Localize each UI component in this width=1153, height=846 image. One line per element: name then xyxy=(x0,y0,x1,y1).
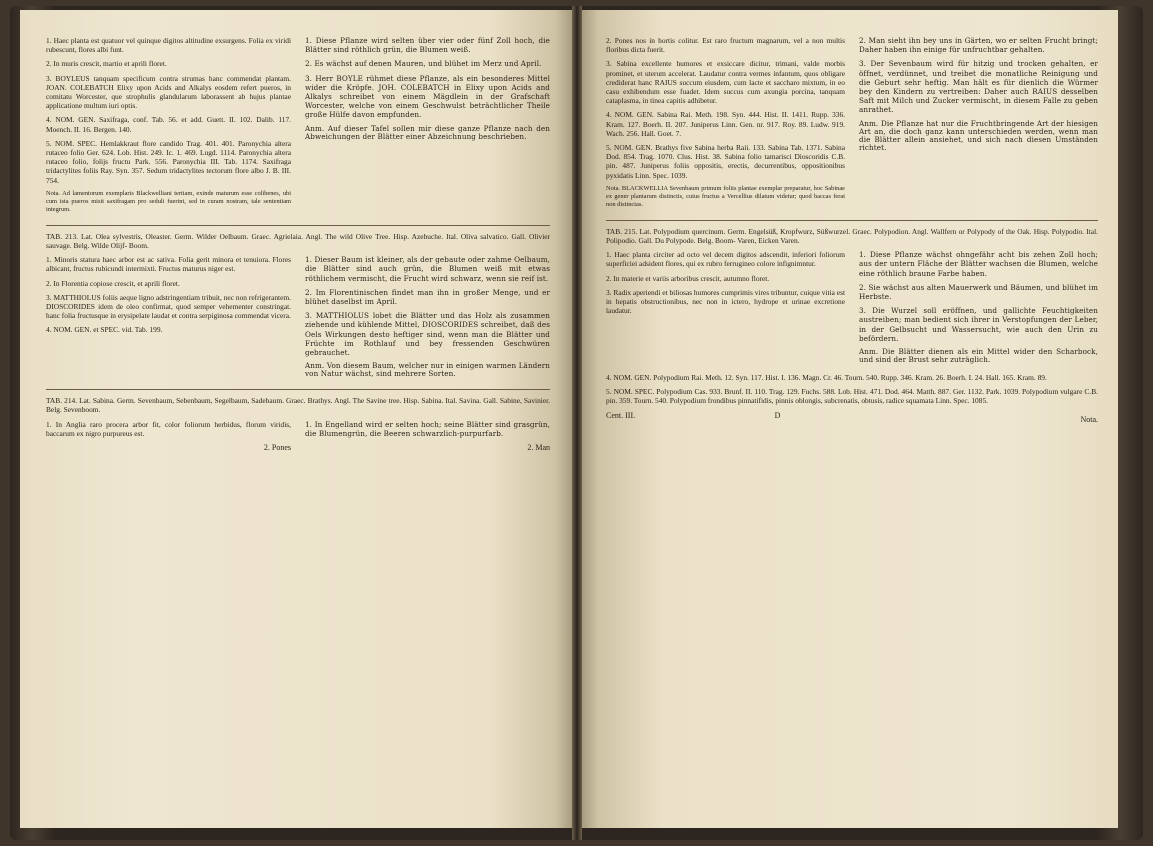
plate-heading-213: TAB. 213. Lat. Olea sylvestris, Oleaster. Germ. Wilder Oelbaum. Graec. Agrielaia. Angl. The wild Olive Tree. Hisp. Azebuche. Ital. Oliva salvatico. Gall. Olivier sauvage. Belg. Wilde Olijf- Boom. xyxy=(46,231,550,251)
paragraph: 2. In muris crescit, martio et aprili floret. xyxy=(46,59,167,69)
signature: Cent. III. xyxy=(606,410,636,420)
paragraph: 2. Man sieht ihn bey uns in Gärten, wo er selten Frucht bringt; Daher haben ihn einige für unfruchtbar gehalten. xyxy=(859,36,1098,55)
left-block3 xyxy=(46,420,550,452)
note: Anm. Die Blätter dienen als ein Mittel wider den Scharbock, und sind der Brust sehr zuträglich. xyxy=(859,347,1098,365)
paragraph: 1. In Anglia raro procera arbor fit, color foliorum herbidus, florum viridis, baccarum ex nigro purpureus est. xyxy=(46,419,291,438)
right-german-column xyxy=(859,250,1098,369)
paragraph: 2. In Florentia copiose crescit, et aprili floret. xyxy=(46,278,180,288)
paragraph: 3. Die Wurzel soll eröffnen, und gallichte Feuchtigkeiten austreiben; man bedient sich ihrer in Verstopfungen der Leber, in der Gelbsucht und Wassersucht, wie auch den Urin zu befördern. xyxy=(859,306,1098,343)
paragraph: 4. NOM. GEN. Sabina Rai. Meth. 198. Syn. 444. Hist. II. 1411. Rupp. 336. Kram. 127. Boerh. II. 207. Juniperus Linn. Gen. nr. 917. Roy. 89. Ludw. 919. Wach. 256. Hall. Goet. 7. xyxy=(606,110,845,138)
left-latin-column xyxy=(46,255,291,383)
note: Nota. Ad lamentorum exemplaris Blackwelliani tertiam, exinde maturum esse colibenes, ubi cum ista pueros misit saxifragam pro seduli fuerint, sed in curam nostram, tale sententiam integrum. xyxy=(46,189,291,213)
paragraph: 4. NOM. GEN. et SPEC. vid. Tab. 199. xyxy=(46,325,163,335)
right-block2 xyxy=(606,250,1098,369)
paragraph: 1. Diese Pflanze wächst ohngefähr acht bis zehen Zoll hoch; aus der untern Fläche der Blätter wachsen die Blumen, welche eine röthlich braune Farbe haben. xyxy=(859,250,1098,278)
left-block2 xyxy=(46,255,550,383)
paragraph: 1. Dieser Baum ist kleiner, als der gebaute oder zahme Oelbaum, die Blätter sind auch grün, die Blumen weiß mit etwas röthlichem vermischt, die Frucht wird schwarz, wenn sie reif ist. xyxy=(305,255,550,283)
paragraph: 1. In Engelland wird er selten hoch; seine Blätter sind grasgrün, die Blumengrün, die Beeren schwarzlich-purpurfarb. xyxy=(305,419,550,438)
left-german-column xyxy=(305,420,550,452)
paragraph: 3. Sabina excellente humores et exsiccare dicitur, trimani, valde morbis prominet, et uterum accelerat. Laudatur contra vermes infantum, quos obligare crediderat hanc RAIUS succum eiusdem, cum lacte et saccharo mixtum, in eo casu exhibendum esse fuadet. Idem succus cum axungia porcina, tanquam cataplasma, in tinea capitis adhibetur. xyxy=(606,59,845,106)
signature-mark: D xyxy=(774,410,781,420)
note: Anm. Die Pflanze hat nur die Fruchtbringende Art der hiesigen Art an, die doch ganz kann unterschieden werden, wenn man die Blätter allein ansiehet, und sich nach diesen Umständen richtet. xyxy=(859,118,1098,152)
paragraph: 5. NOM. GEN. Brathys five Sabina herba Raii. 133. Sabina Tab. 1371. Sabina Dod. 854. Trag. 1070. Clus. Hist. 38. Sabina folio tamarisci Dioscoridis C.B. pin. 487. Juniperus foliis oppositis, erectis, decurrentibus, oppositionibus pyxidatis Linn. Spec. 1039. xyxy=(606,143,845,180)
paragraph: 1. Haec planta est quatuor vel quinque digitos altitudine exsurgens. Folia ex viridi rubescunt, flores albi funt. xyxy=(46,36,291,55)
note: Anm. Auf dieser Tafel sollen mir diese ganze Pflanze nach den Abweichungen der Blätter einer Abzeichnung beschrieben. xyxy=(305,123,550,141)
left-latin-column xyxy=(46,36,291,219)
paragraph: 2. Im Florentinischen findet man ihn in großer Menge, und er blühet daselbst im April. xyxy=(305,287,550,307)
right-latin-column xyxy=(606,36,845,214)
right-german-column xyxy=(859,36,1098,214)
note: Anm. Von diesem Baum, welcher nur in einigen warmen Ländern von Natur wächst, sind mehrere Sorten. xyxy=(305,361,550,379)
paragraph: 4. NOM. GEN. Saxifraga, conf. Tab. 56. et add. Guett. II. 102. Dalib. 117. Moench. II. 16. Bergen. 140. xyxy=(46,115,291,134)
divider xyxy=(46,389,550,390)
paragraph: 5. NOM. SPEC. Polypodium Cas. 933. Brunf. II. 110. Trag. 129. Fuchs. 588. Lob. Hist. 471. Dod. 464. Matth. 887. Ger. 1132. Park. 1039. Polypodium vulgare C.B. pin. 359. Tourn. 540. Polypodium frondibus pinnatifidis, pinnis oblongis, subcrenatis, obtusis, radice squamata Linn. Spec. 1085. xyxy=(606,387,1098,406)
paragraph: 5. NOM. SPEC. Hemlakkraut flore candido Trag. 401. 401. Paronychia altera rutaceo folio Ger. 624. Lob. Hist. 249. Ic. 1. 469. Lugd. 1114. Paronychia altera rutaceo folio, folijs fructu Park. 556. Paronychia III. Tab. 1174. Saxifraga tridactylites foliis Ray. Syn. 357. Sedum tridactylites tectorum flore albo J. B. III. 754. xyxy=(46,138,291,185)
paragraph: 2. Sie wächst aus alten Mauerwerk und Bäumen, und blühet im Herbste. xyxy=(859,282,1098,302)
catchword: Nota. xyxy=(1080,414,1099,424)
paragraph: 3. MATTHIOLUS lobet die Blätter und das Holz als zusammen ziehende und kühlende Mittel, DIOSCORIDES schreibet, daß des Oels Wirkungen desto heftiger sind, wenn man die Blätter und Früchte im Rothlauf und bey fressenden Geschwüren gebrauchet. xyxy=(305,311,550,358)
left-german-column xyxy=(305,36,550,219)
paragraph: 1. Minoris statura haec arbor est ac sativa. Folia gerit minora et tenuiora. Flores albicant, fructus rubicundi intermixti. Fructus maturus niger est. xyxy=(46,255,291,274)
paragraph: 3. Der Sevenbaum wird für hitzig und trocken gehalten, er öffnet, verdünnet, und treibet die monatliche Reinigung und die Geburt sehr heftig. Man hält es für dienlich die Würmer bey den Kindern zu vertreiben: Daher auch RAIUS desselben Saft mit Milch und Zucker vermischt, in diesem Falle zu geben anrathet. xyxy=(859,59,1098,115)
paragraph: 3. Herr BOYLE rühmet diese Pflanze, als ein besonderes Mittel wider die Kröpfe. JOH. COLEBATCH in Elixy upon Acids and Alkalys schreibet von einem Mägdlein in der Grafschaft Worcester, welche von einem Geschwulst beträchtlicher Theile große Hülfe davon empfunden. xyxy=(305,73,550,120)
catchword: 2. Pones xyxy=(263,443,291,453)
plate-heading-215: TAB. 215. Lat. Polypodium quercinum. Germ. Engelsüß, Kropfwurz, Süßwurzel. Graec. Polypodion. Angl. Wallfern or Polypody of the Oak. Hisp. Polypodio. Ital. Polipodio. Gall. Du Polypode. Belg. Boom- Varen, Eicken Varen. xyxy=(606,226,1098,246)
signature-line xyxy=(606,411,1098,424)
paragraph: 3. MATTHIOLUS foliis aeque ligno adstringentiam tribuit, nec non refrigerantem. DIOSCORIDES idem de oleo confirmat, quod semper vehementer constringat. hanc folia fructusque in erysipelate laudat et contra serpiginosa commendat vicera. xyxy=(46,292,291,321)
catchword: 2. Man xyxy=(527,443,550,453)
right-block1 xyxy=(606,36,1098,214)
paragraph: 2. Es wächst auf denen Mauren, und blühet im Merz und April. xyxy=(305,59,542,69)
divider xyxy=(46,225,550,226)
paragraph: 3. Radix aperiendi et biliosas humores cumprimis vires tribuntur, cuique vitia est in hepatis obstructionibus, nec non in ictero, hydrope et urinae excretione laudatur. xyxy=(606,287,845,316)
left-block1 xyxy=(46,36,550,219)
paragraph: 1. Diese Pflanze wird selten über vier oder fünf Zoll hoch, die Blätter sind röthlich grün, die Blumen weiß. xyxy=(305,36,550,55)
left-german-column xyxy=(305,255,550,383)
paragraph: 2. In materie et variis arboribus crescit, autumno floret. xyxy=(606,273,770,283)
paragraph: 3. BOYLEUS tanquam specificum contra strumas hanc commendat plantam. JOAN. COLEBATCH Elixy upon Acids and Alkalys eosdem refert pueros, in comitatu Worcester, que strophulis glandularum laborassent ab hujus plantae applicatione multum iuri optis. xyxy=(46,73,291,111)
plate-heading-214: TAB. 214. Lat. Sabina. Germ. Sevenbaum, Sebenbaum, Segelbaum, Sadebaum. Graec. Brathys. Angl. The Savine tree. Hisp. Sabina. Ital. Savina. Gall. Sabine, Savinier. Belg. Sevenboom. xyxy=(46,396,550,415)
left-page xyxy=(20,10,572,828)
note: Nota. BLACKWELLIA Sevenbaum primum foliis plantae exemplar preparatur, hoc Sabinae ex gener plantarum distinctis, cuius fructus a Vercellius dilatum videtur; quod baccas ferat non distinctas. xyxy=(606,184,845,208)
left-latin-column xyxy=(46,420,291,452)
right-latin-column xyxy=(606,250,845,369)
book-gutter xyxy=(572,6,582,840)
divider xyxy=(606,220,1098,221)
paragraph: 1. Haec planta circiter ad octo vel decem digitos adscendit, inferiori foliorum superficiei adsident flores, qui ex rubro ferrugineo colore infignimntur. xyxy=(606,250,845,269)
paragraph: 2. Pones nos in hortis colitur. Est raro fructum magnarum, vel a non multis floribus dicta fuerit. xyxy=(606,36,845,55)
paragraph: 4. NOM. GEN. Polypodium Rai. Meth. 12. Syn. 117. Hist. I. 136. Magn. Cr. 46. Tourn. 540. Rupp. 346. Kram. 26. Boerh. I. 24. Hall. 165. Kram. 89. xyxy=(606,373,1047,383)
right-page xyxy=(582,10,1118,828)
